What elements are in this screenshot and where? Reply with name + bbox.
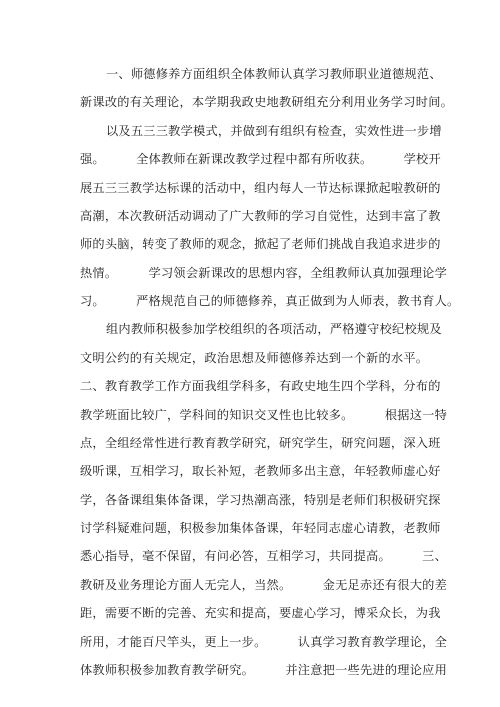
text-line: 文明公约的有关规定，政治思想及师德修养达到一个新的水平。 [80,351,429,365]
text-line: 师的头脑，转变了教师的观念，掀起了老师们挑战自我追求进步的 [80,237,441,251]
text-line: 以及五三三教学模式，并做到有组织有检查，实效性进一步增 [106,124,442,138]
text-line: 教研及业务理论方面人无完人，当然。 金无足赤还有很大的差 [80,578,448,592]
text-line: 高潮，本次教研活动调动了广大教师的学习自觉性，达到丰富了教 [80,209,441,223]
text-line: 新课改的有关理论，本学期我政史地教研组充分利用业务学习时间。 [80,95,454,109]
text-line: 体教师积极参加教育教学研究。 并注意把一些先进的理论应用 [80,663,448,677]
text-line: 讨学科疑难问题，积极参加集体备课，年轻同志虚心请教，老教师 [80,521,441,535]
text-line: 二、教育教学工作方面我组学科多，有政史地生四个学科，分布的 [80,379,441,393]
text-line: 点，全组经常性进行教育教学研究，研究学生，研究问题，深入班 [80,436,441,450]
text-line: 组内教师积极参加学校组织的各项活动，严格遵守校纪校规及 [106,322,442,336]
text-line: 级听课，互相学习，取长补短，老教师多出主意，年轻教师虚心好 [80,464,441,478]
text-line: 距，需要不断的完善、充实和提高，要虚心学习，博采众长，为我 [80,606,441,620]
text-line: 悉心指导，毫不保留，有问必答，互相学习，共同提高。 三、 [80,549,448,563]
text-line: 教学班面比较广，学科间的知识交叉性也比较多。 根据这一特 [80,408,448,422]
text-line: 所用，才能百尺竿头，更上一步。 认真学习教育教学理论，全 [80,635,448,649]
text-line: 展五三三教学达标课的活动中，组内每人一节达标课掀起啦教研的 [80,181,441,195]
text-line: 学，各备课组集体备课，学习热潮高涨，特别是老师们积极研究探 [80,493,441,507]
text-line: 一、师德修养方面组织全体教师认真学习教师职业道德规范、 [106,67,442,81]
text-line: 习。 严格规范自己的师德修养，真正做到为人师表，教书育人。 [80,294,460,308]
text-line: 强。 全体教师在新课改教学过程中都有所收获。 学校开 [80,152,441,166]
text-line: 热情。 学习领会新课改的思想内容，全组教师认真加强理论学 [80,266,448,280]
